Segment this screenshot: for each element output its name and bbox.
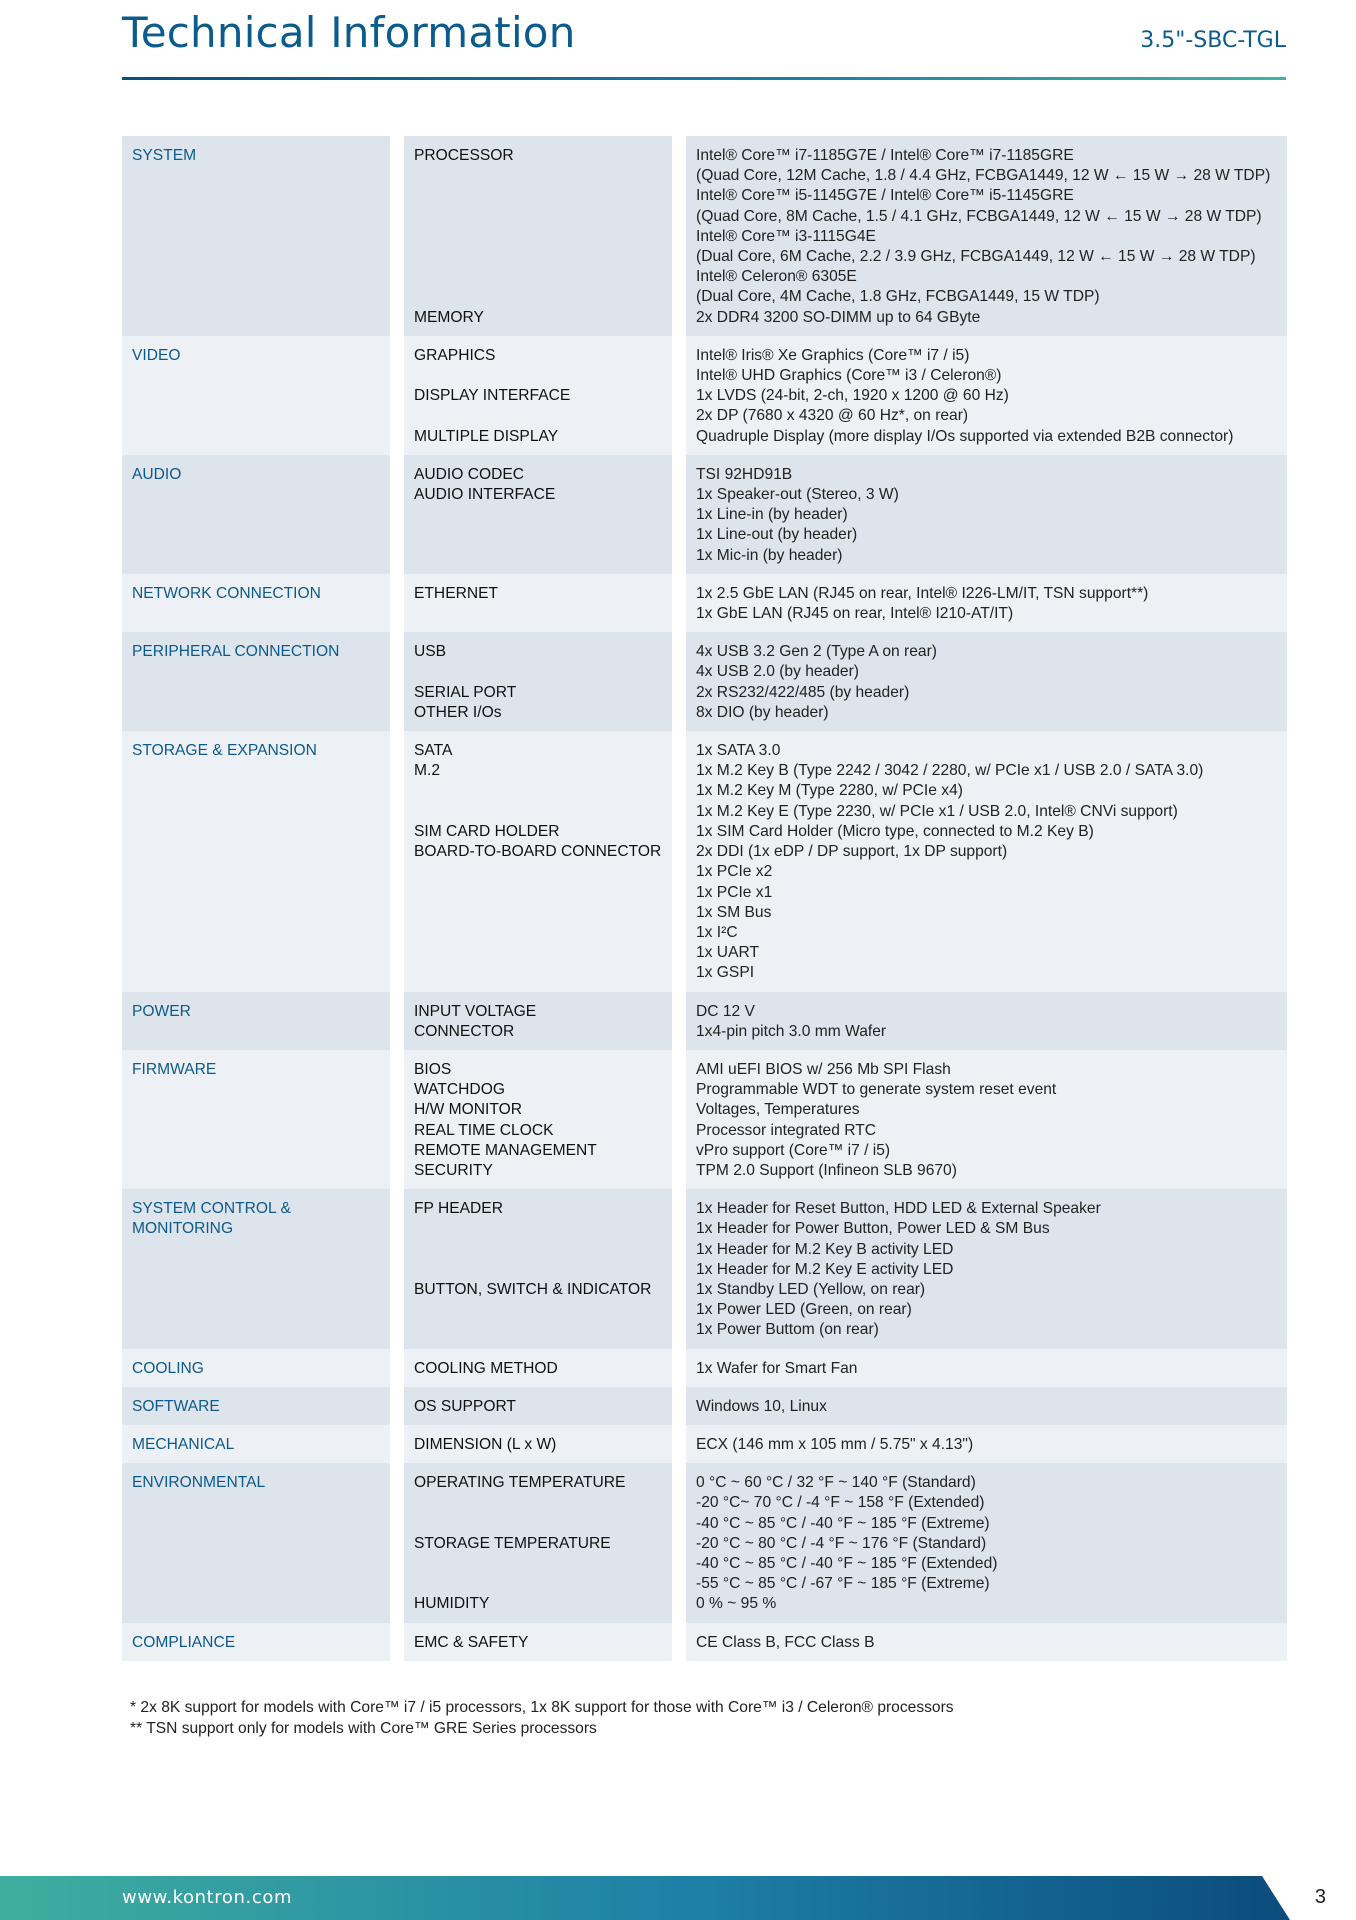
spec-label: AUDIO INTERFACE [414,486,556,504]
spec-category-label: NETWORK CONNECTION [132,584,321,602]
spec-value: 2x RS232/422/485 (by header) [696,683,910,701]
spec-category-line: MONITORING [132,1220,234,1238]
spec-value: 1x Header for M.2 Key B activity LED [696,1240,954,1258]
spec-value: 1x 2.5 GbE LAN (RJ45 on rear, Intel® I226-LM/IT, TSN support**) [696,584,1149,602]
spec-value: 1x Header for M.2 Key E activity LED [696,1260,954,1278]
spec-category-label: COMPLIANCE [132,1633,236,1651]
spec-label: WATCHDOG [414,1081,505,1099]
footnote-1: * 2x 8K support for models with Core™ i7 / i5 processors, 1x 8K support for those with Core™ i3 / Celeron® processors [130,1699,954,1716]
spec-value: Programmable WDT to generate system reset event [696,1081,1057,1099]
spec-value: Quadruple Display (more display I/Os supported via extended B2B connector) [696,427,1234,445]
spec-label: HUMIDITY [414,1595,490,1613]
spec-label [414,267,662,287]
spec-row [122,1387,1287,1425]
spec-labels [404,1463,672,1622]
spec-category-line: SYSTEM CONTROL & [132,1200,291,1218]
spec-label [414,923,662,943]
spec-labels [404,632,672,731]
spec-value: 1x PCIe x2 [696,863,773,881]
spec-value: Voltages, Temperatures [696,1101,860,1119]
spec-row [122,1050,1287,1189]
spec-label [414,903,662,923]
spec-values [686,1425,1287,1463]
spec-value: 1x GbE LAN (RJ45 on rear, Intel® I210-AT/IT) [696,605,1014,623]
spec-label: SIM CARD HOLDER [414,822,560,840]
spec-values [686,731,1287,991]
spec-category [122,992,390,1050]
spec-value: 1x Standby LED (Yellow, on rear) [696,1280,926,1298]
spec-label [414,662,662,682]
spec-label: M.2 [414,762,440,780]
spec-category-label: MECHANICAL [132,1435,235,1453]
spec-label: BOARD-TO-BOARD CONNECTOR [414,843,662,861]
spec-labels [404,1623,672,1661]
spec-labels [404,1349,672,1387]
spec-value: ECX (146 mm x 105 mm / 5.75" x 4.13") [696,1435,974,1453]
spec-label: ETHERNET [414,584,499,602]
spec-label: CONNECTOR [414,1022,515,1040]
spec-value: 1x I²C [696,923,738,941]
spec-value: 1x Wafer for Smart Fan [696,1359,858,1377]
spec-value: (Dual Core, 4M Cache, 1.8 GHz, FCBGA1449, 15 W TDP) [696,288,1100,306]
spec-value: 1x GSPI [696,964,755,982]
spec-values [686,574,1287,632]
spec-label [414,1260,662,1280]
spec-value: 8x DIO (by header) [696,703,829,721]
spec-value: DC 12 V [696,1002,755,1020]
spec-row [122,336,1287,455]
spec-value: 2x DDI (1x eDP / DP support, 1x DP support) [696,843,1008,861]
spec-value: Windows 10, Linux [696,1397,827,1415]
spec-value: TPM 2.0 Support (Infineon SLB 9670) [696,1161,957,1179]
spec-row [122,1623,1287,1661]
spec-labels [404,455,672,574]
product-name: 3.5"-SBC-TGL [1140,28,1286,53]
spec-label [414,1300,662,1320]
spec-label [414,963,662,983]
spec-row [122,1463,1287,1622]
spec-labels [404,136,672,336]
spec-row [122,1189,1287,1348]
spec-label: USB [414,643,447,661]
spec-value: 1x Power Buttom (on rear) [696,1321,879,1339]
spec-values [686,455,1287,574]
spec-category [122,1623,390,1661]
spec-value: -40 °C ~ 85 °C / -40 °F ~ 185 °F (Extended) [696,1554,998,1572]
page-number: 3 [1314,1886,1326,1908]
spec-label [414,525,662,545]
spec-values [686,1189,1287,1348]
spec-labels [404,1189,672,1348]
spec-label: SECURITY [414,1161,493,1179]
spec-label [414,1219,662,1239]
page-title: Technical Information [122,8,576,57]
spec-category-label: STORAGE & EXPANSION [132,742,317,760]
spec-value: Intel® Core™ i5-1145G7E / Intel® Core™ i5-1145GRE [696,187,1074,205]
spec-category [122,336,390,455]
spec-row [122,992,1287,1050]
spec-label [414,943,662,963]
spec-label [414,505,662,525]
spec-label: GRAPHICS [414,346,496,364]
spec-category [122,1189,390,1348]
spec-value: Intel® Core™ i7-1185G7E / Intel® Core™ i7-1185GRE [696,147,1074,164]
spec-category-label: ENVIRONMENTAL [132,1474,266,1492]
spec-values [686,632,1287,731]
spec-category [122,455,390,574]
spec-category [122,1425,390,1463]
spec-row [122,455,1287,574]
spec-category-label: VIDEO [132,346,181,364]
footnote-2: ** TSN support only for models with Core™ GRE Series processors [130,1719,597,1737]
spec-value: Intel® Celeron® 6305E [696,268,857,286]
spec-category [122,574,390,632]
spec-value: 1x M.2 Key B (Type 2242 / 3042 / 2280, w/ PCIe x1 / USB 2.0 / SATA 3.0) [696,762,1204,780]
spec-value: Intel® Iris® Xe Graphics (Core™ i7 / i5) [696,346,970,364]
spec-labels [404,1425,672,1463]
spec-label: OTHER I/Os [414,703,502,721]
spec-category-label: FIRMWARE [132,1060,217,1078]
spec-label: MULTIPLE DISPLAY [414,427,559,445]
spec-label: FP HEADER [414,1200,503,1218]
spec-label: SATA [414,742,453,760]
spec-label: OS SUPPORT [414,1397,516,1415]
spec-labels [404,1050,672,1189]
spec-category-label: SOFTWARE [132,1397,220,1415]
spec-table [122,136,1287,1661]
spec-value: 1x Mic-in (by header) [696,546,843,564]
spec-values [686,136,1287,336]
spec-label [414,1514,662,1534]
spec-value: 1x M.2 Key E (Type 2230, w/ PCIe x1 / USB 2.0, Intel® CNVi support) [696,802,1178,820]
spec-label: MEMORY [414,308,484,326]
spec-label [414,1493,662,1513]
spec-labels [404,992,672,1050]
spec-labels [404,1387,672,1425]
spec-label [414,247,662,267]
spec-value: 2x DDR4 3200 SO-DIMM up to 64 GByte [696,308,981,326]
spec-category [122,632,390,731]
spec-value: 1x Line-out (by header) [696,526,858,544]
spec-label [414,1554,662,1574]
spec-category-label: POWER [132,1002,191,1020]
spec-label: DIMENSION (L x W) [414,1435,557,1453]
spec-row [122,1349,1287,1387]
spec-label: BUTTON, SWITCH & INDICATOR [414,1280,652,1298]
spec-labels [404,336,672,455]
spec-category [122,1387,390,1425]
spec-value: -40 °C ~ 85 °C / -40 °F ~ 185 °F (Extreme) [696,1514,990,1532]
spec-value: -55 °C ~ 85 °C / -67 °F ~ 185 °F (Extreme) [696,1575,990,1593]
spec-label: OPERATING TEMPERATURE [414,1474,626,1492]
spec-label [414,862,662,882]
spec-value: 1x Line-in (by header) [696,506,848,524]
spec-labels [404,731,672,991]
spec-label [414,227,662,247]
spec-value: Intel® Core™ i3-1115G4E [696,227,876,245]
spec-category [122,1463,390,1622]
spec-label: EMC & SAFETY [414,1633,529,1651]
spec-label [414,604,662,624]
spec-label: COOLING METHOD [414,1359,558,1377]
spec-row [122,574,1287,632]
spec-value: vPro support (Core™ i7 / i5) [696,1141,891,1159]
spec-category [122,136,390,336]
spec-label [414,802,662,822]
spec-value: -20 °C ~ 80 °C / -4 °F ~ 176 °F (Standard) [696,1534,987,1552]
spec-value: 4x USB 2.0 (by header) [696,663,859,681]
spec-label: INPUT VOLTAGE [414,1002,537,1020]
spec-values [686,1623,1287,1661]
spec-label: REMOTE MANAGEMENT [414,1141,597,1159]
spec-value: 4x USB 3.2 Gen 2 (Type A on rear) [696,643,937,661]
spec-label: AUDIO CODEC [414,465,525,483]
spec-label [414,287,662,307]
spec-label [414,207,662,227]
spec-value: 1x UART [696,944,759,962]
spec-labels [404,574,672,632]
spec-row [122,731,1287,991]
spec-label: BIOS [414,1060,452,1078]
spec-value: 1x4-pin pitch 3.0 mm Wafer [696,1022,887,1040]
spec-value: 1x Header for Reset Button, HDD LED & External Speaker [696,1200,1101,1218]
spec-value: 1x Power LED (Green, on rear) [696,1301,912,1319]
spec-value: TSI 92HD91B [696,465,793,483]
spec-label: DISPLAY INTERFACE [414,387,571,405]
spec-label: PROCESSOR [414,147,514,164]
spec-value: CE Class B, FCC Class B [696,1633,875,1651]
spec-value: 1x Speaker-out (Stereo, 3 W) [696,486,899,504]
spec-label [414,781,662,801]
spec-value: (Dual Core, 6M Cache, 2.2 / 3.9 GHz, FCBGA1449, 12 W ← 15 W → 28 W TDP) [696,248,1256,266]
spec-value: 1x SIM Card Holder (Micro type, connected to M.2 Key B) [696,822,1094,840]
spec-label [414,366,662,386]
spec-label [414,1320,662,1340]
spec-value: 1x SATA 3.0 [696,742,781,760]
spec-category-label: COOLING [132,1359,204,1377]
spec-label [414,546,662,566]
spec-label: H/W MONITOR [414,1101,522,1119]
spec-label: REAL TIME CLOCK [414,1121,554,1139]
spec-value: 1x Header for Power Button, Power LED & SM Bus [696,1220,1050,1238]
spec-category-label: AUDIO [132,465,182,483]
spec-label [414,186,662,206]
spec-row [122,136,1287,336]
spec-value: Processor integrated RTC [696,1121,876,1139]
spec-row [122,632,1287,731]
footnotes [130,1698,954,1739]
spec-value: 0 % ~ 95 % [696,1595,777,1613]
spec-value: Intel® UHD Graphics (Core™ i3 / Celeron®) [696,367,1002,385]
spec-values [686,1050,1287,1189]
spec-values [686,336,1287,455]
spec-label [414,1240,662,1260]
spec-value: AMI uEFI BIOS w/ 256 Mb SPI Flash [696,1060,951,1078]
spec-values [686,992,1287,1050]
spec-value: 2x DP (7680 x 4320 @ 60 Hz*, on rear) [696,407,969,425]
spec-value: 0 °C ~ 60 °C / 32 °F ~ 140 °F (Standard) [696,1474,976,1492]
spec-value: (Quad Core, 12M Cache, 1.8 / 4.4 GHz, FCBGA1449, 12 W ← 15 W → 28 W TDP) [696,167,1271,185]
spec-values [686,1349,1287,1387]
footer-url-link[interactable]: www.kontron.com [122,1887,293,1908]
spec-values [686,1387,1287,1425]
spec-value: 1x SM Bus [696,903,772,921]
spec-value: 1x PCIe x1 [696,883,773,901]
spec-value: 1x M.2 Key M (Type 2280, w/ PCIe x4) [696,782,963,800]
spec-category-label: SYSTEM [132,147,197,164]
spec-value: 1x LVDS (24-bit, 2-ch, 1920 x 1200 @ 60 Hz) [696,387,1009,405]
spec-label [414,166,662,186]
spec-value: (Quad Core, 8M Cache, 1.5 / 4.1 GHz, FCBGA1449, 12 W ← 15 W → 28 W TDP) [696,207,1262,225]
spec-category [122,1349,390,1387]
spec-label [414,1574,662,1594]
spec-category [122,731,390,991]
header-divider [122,77,1286,80]
spec-values [686,1463,1287,1622]
spec-label: STORAGE TEMPERATURE [414,1534,611,1552]
spec-row [122,1425,1287,1463]
spec-label: SERIAL PORT [414,683,517,701]
spec-value: -20 °C~ 70 °C / -4 °F ~ 158 °F (Extended) [696,1494,985,1512]
spec-label [414,406,662,426]
spec-category [122,1050,390,1189]
spec-label [414,882,662,902]
spec-category-label: PERIPHERAL CONNECTION [132,643,340,661]
